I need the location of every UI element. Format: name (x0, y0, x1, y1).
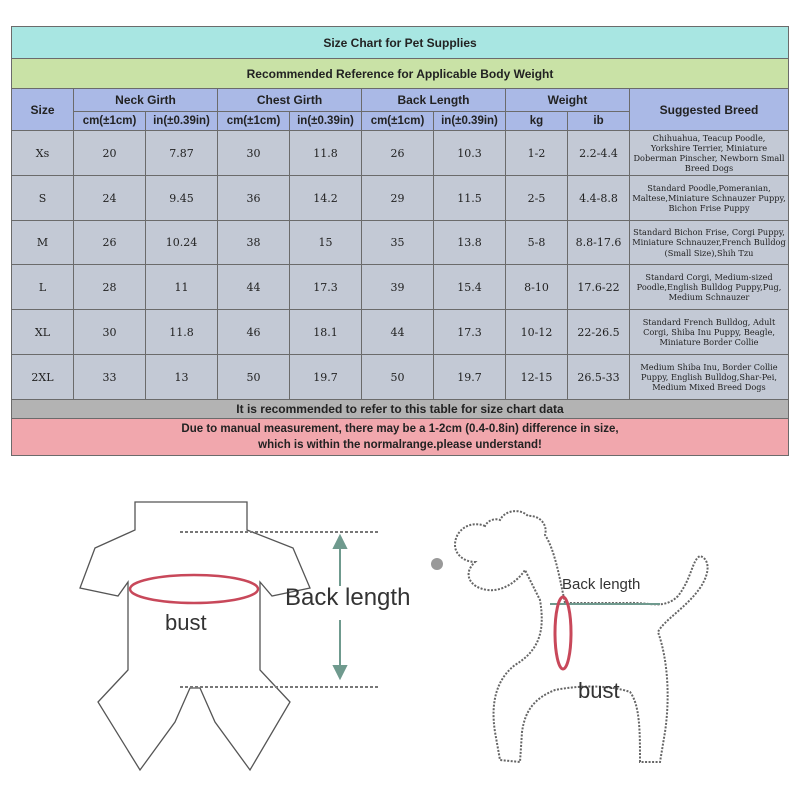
weight-kg-cell: 10-12 (506, 310, 568, 355)
header-back-cm: cm(±1cm) (362, 112, 434, 131)
back-cm-cell: 44 (362, 310, 434, 355)
measurement-diagram (0, 470, 800, 800)
dog-nose-icon (431, 558, 443, 570)
size-chart-table (11, 26, 789, 456)
breed-cell: Standard Poodle,Pomeranian, Maltese,Miniature Schnauzer Puppy, Bichon Frise Puppy (630, 176, 789, 221)
header-suggested-breed: Suggested Breed (630, 89, 789, 131)
header-weight-kg: kg (506, 112, 568, 131)
neck-in-cell: 10.24 (146, 221, 218, 265)
back-cm-cell: 26 (362, 131, 434, 176)
header-chest-cm: cm(±1cm) (218, 112, 290, 131)
chest-cm-cell: 46 (218, 310, 290, 355)
back-in-cell: 13.8 (434, 221, 506, 265)
table-row (12, 131, 789, 176)
back-in-cell: 19.7 (434, 355, 506, 400)
breed-cell: Standard French Bulldog, Adult Corgi, Shiba Inu Puppy, Beagle, Miniature Border Collie (630, 310, 789, 355)
garment-back-length-label: Back length (285, 584, 411, 611)
neck-cm-cell: 30 (74, 310, 146, 355)
size-cell: M (12, 221, 74, 265)
chart-subtitle: Recommended Reference for Applicable Body Weight (12, 59, 789, 89)
header-size: Size (12, 89, 74, 131)
back-cm-cell: 50 (362, 355, 434, 400)
neck-cm-cell: 28 (74, 265, 146, 310)
weight-kg-cell: 12-15 (506, 355, 568, 400)
header-neck-girth: Neck Girth (74, 89, 218, 112)
neck-in-cell: 7.87 (146, 131, 218, 176)
neck-cm-cell: 26 (74, 221, 146, 265)
dog-bust-ellipse (555, 597, 571, 669)
size-cell: 2XL (12, 355, 74, 400)
neck-in-cell: 11.8 (146, 310, 218, 355)
dog-illustration (455, 511, 708, 762)
dog-back-length-label: Back length (562, 576, 641, 593)
chest-in-cell: 15 (290, 221, 362, 265)
back-in-cell: 11.5 (434, 176, 506, 221)
table-row (12, 355, 789, 400)
chest-in-cell: 11.8 (290, 131, 362, 176)
dog-bust-label: bust (578, 678, 620, 703)
chart-title: Size Chart for Pet Supplies (12, 27, 789, 59)
chest-cm-cell: 30 (218, 131, 290, 176)
weight-lb-cell: 2.2-4.4 (568, 131, 630, 176)
back-cm-cell: 35 (362, 221, 434, 265)
neck-in-cell: 11 (146, 265, 218, 310)
chest-cm-cell: 50 (218, 355, 290, 400)
neck-cm-cell: 24 (74, 176, 146, 221)
chest-in-cell: 14.2 (290, 176, 362, 221)
chest-cm-cell: 36 (218, 176, 290, 221)
measurement-illustration (0, 470, 800, 800)
neck-in-cell: 9.45 (146, 176, 218, 221)
chest-cm-cell: 38 (218, 221, 290, 265)
chest-in-cell: 18.1 (290, 310, 362, 355)
measurement-note-line1: Due to manual measurement, there may be a 1-2cm (0.4-0.8in) difference in size, (181, 423, 619, 435)
back-in-cell: 15.4 (434, 265, 506, 310)
neck-cm-cell: 20 (74, 131, 146, 176)
weight-kg-cell: 8-10 (506, 265, 568, 310)
measurement-note (12, 419, 789, 456)
chest-cm-cell: 44 (218, 265, 290, 310)
header-chest-girth: Chest Girth (218, 89, 362, 112)
back-in-cell: 17.3 (434, 310, 506, 355)
weight-lb-cell: 8.8-17.6 (568, 221, 630, 265)
table-row (12, 310, 789, 355)
header-weight: Weight (506, 89, 630, 112)
weight-kg-cell: 1-2 (506, 131, 568, 176)
weight-lb-cell: 17.6-22 (568, 265, 630, 310)
back-cm-cell: 29 (362, 176, 434, 221)
table-row (12, 221, 789, 265)
size-cell: S (12, 176, 74, 221)
breed-cell: Medium Shiba Inu, Border Collie Puppy, English Bulldog,Shar-Pei, Medium Mixed Breed Dogs (630, 355, 789, 400)
table-row (12, 176, 789, 221)
size-cell: Xs (12, 131, 74, 176)
weight-kg-cell: 2-5 (506, 176, 568, 221)
neck-cm-cell: 33 (74, 355, 146, 400)
back-cm-cell: 39 (362, 265, 434, 310)
weight-lb-cell: 26.5-33 (568, 355, 630, 400)
header-neck-cm: cm(±1cm) (74, 112, 146, 131)
breed-cell: Chihuahua, Teacup Poodle, Yorkshire Terrier, Miniature Doberman Pinscher, Newborn Small Breed Dogs (630, 131, 789, 176)
weight-lb-cell: 22-26.5 (568, 310, 630, 355)
chest-in-cell: 17.3 (290, 265, 362, 310)
garment-illustration (80, 502, 310, 770)
size-cell: L (12, 265, 74, 310)
garment-bust-label: bust (165, 610, 207, 635)
header-back-in: in(±0.39in) (434, 112, 506, 131)
header-weight-lb: ib (568, 112, 630, 131)
chest-in-cell: 19.7 (290, 355, 362, 400)
header-neck-in: in(±0.39in) (146, 112, 218, 131)
back-in-cell: 10.3 (434, 131, 506, 176)
header-back-length: Back Length (362, 89, 506, 112)
breed-cell: Standard Bichon Frise, Corgi Puppy, Miniature Schnauzer,French Bulldog (Small Size),Shih Tzu (630, 221, 789, 265)
breed-cell: Standard Corgi, Medium-sized Poodle,English Bulldog Puppy,Pug, Medium Schnauzer (630, 265, 789, 310)
garment-bust-ellipse (130, 575, 258, 603)
table-row (12, 265, 789, 310)
header-chest-in: in(±0.39in) (290, 112, 362, 131)
weight-lb-cell: 4.4-8.8 (568, 176, 630, 221)
neck-in-cell: 13 (146, 355, 218, 400)
size-cell: XL (12, 310, 74, 355)
measurement-note-line2: which is within the normalrange.please understand! (258, 439, 542, 451)
weight-kg-cell: 5-8 (506, 221, 568, 265)
recommend-note: It is recommended to refer to this table for size chart data (12, 400, 789, 419)
